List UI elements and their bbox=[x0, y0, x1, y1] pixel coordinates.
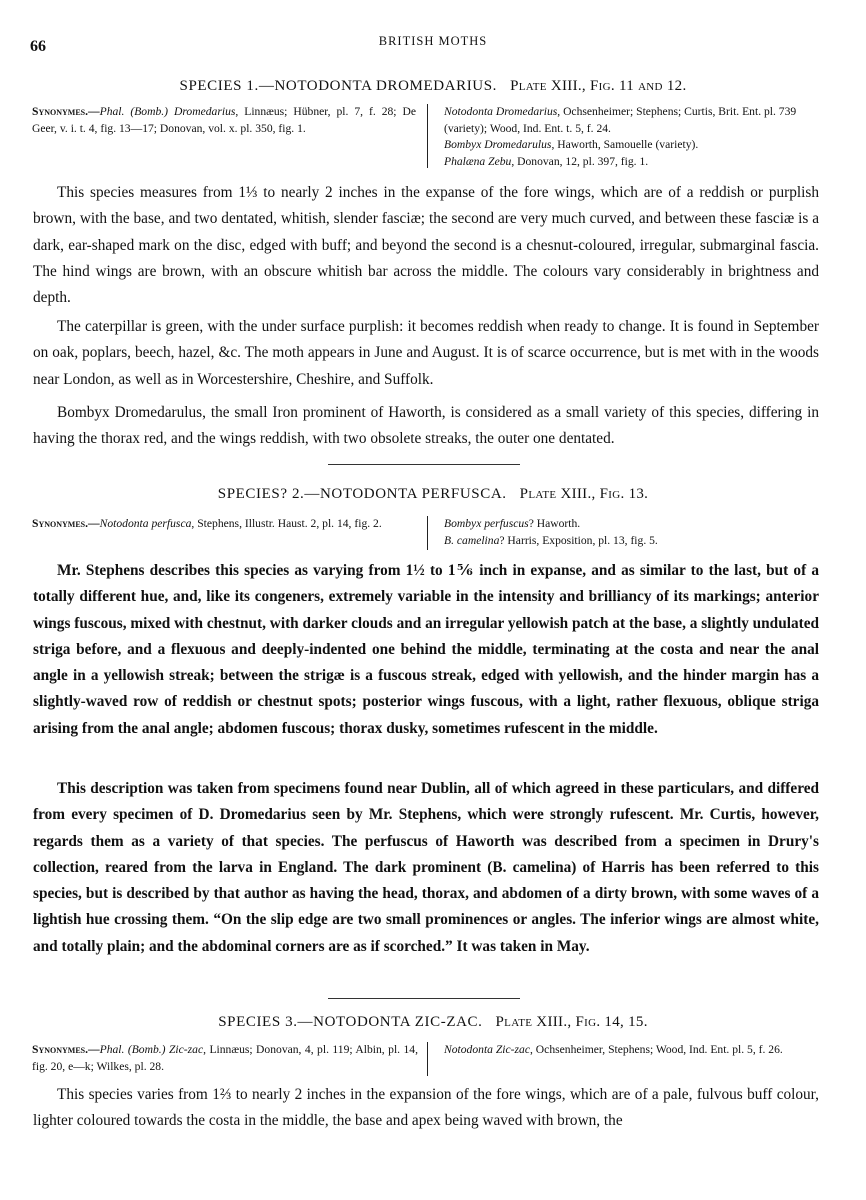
synonym-name: B. camelina bbox=[444, 533, 500, 547]
species-3-plate: Plate XIII., Fig. 14, 15. bbox=[495, 1014, 648, 1030]
synonym-ref: , Linnæus; Hübner, pl. 7, f. 28; De Geer, v. i. t. 4, fig. 13—17; Donovan, vol. x. pl. 350, fig. 1. bbox=[32, 105, 416, 135]
section-divider bbox=[328, 998, 520, 999]
species-3-title: SPECIES 3.—NOTODONTA ZIC-ZAC. bbox=[218, 1014, 483, 1030]
synonym-ref: ? Haworth. bbox=[528, 517, 581, 530]
species-1-paragraph-3: Bombyx Dromedarulus, the small Iron prominent of Haworth, is considered as a small variety of this species, differing in having the thorax red, and the wings reddish, with two obsolete streaks, the outer one dentated. bbox=[33, 404, 819, 448]
synonym-ref: ? Harris, Exposition, pl. 13, fig. 5. bbox=[499, 533, 658, 547]
synonyms-label: Synonymes.— bbox=[32, 517, 100, 530]
synonym-name: Phal. (Bomb.) Dromedarius bbox=[99, 105, 236, 118]
synonym-divider bbox=[427, 104, 428, 168]
page-number: 66 bbox=[30, 38, 46, 55]
synonym-ref: , Ochsenheimer; Stephens; Curtis, Brit. Ent. pl. 739 (variety); Wood, Ind. Ent. t. 5, f. 24. bbox=[444, 105, 797, 135]
synonym-entry bbox=[444, 154, 830, 171]
species-2-synonyms-left bbox=[32, 516, 418, 533]
synonym-ref: , Stephens, Illustr. Haust. 2, pl. 14, fig. 2. bbox=[191, 517, 382, 530]
synonym-name: Notodonta perfusca bbox=[99, 517, 192, 530]
species-2-paragraph-2: This description was taken from specimens found near Dublin, all of which agreed in these particulars, and differed from every specimen of D. Dromedarius seen by Mr. Stephens, which were strongly rufescent. Mr. Curtis, however, regards them as a variety of that species. The perfuscus of Haworth was described from a specimen in Drury's collection, reared from the larva in England. The dark prominent (B. camelina) of Harris has been referred to this species, but is described by that author as having the head, thorax, and abdomen of a dirty brown, with some waves of a lightish hue crossing them. “On the slip edge are two small prominences or angles. The inferior wings are almost white, and totally plain; and the abdominal corners are as if scorched.” It was taken in May. bbox=[33, 780, 819, 955]
synonym-name: Notodonta Zic-zac bbox=[444, 1043, 530, 1056]
synonym-entry bbox=[444, 104, 830, 137]
species-3-synonyms-left bbox=[32, 1042, 418, 1075]
species-2-synonyms-right bbox=[434, 516, 830, 549]
synonym-entry bbox=[444, 516, 830, 533]
species-3-synonyms-right bbox=[434, 1042, 830, 1059]
synonym-entry bbox=[444, 137, 830, 154]
species-3-paragraph-1: This species varies from 1⅔ to nearly 2 inches in the expansion of the fore wings, which are of a pale, fulvous buff colour, lighter coloured towards the costa in the middle, the base and apex being waved with brown, the bbox=[33, 1086, 819, 1130]
species-1-plate: Plate XIII., Fig. 11 and 12. bbox=[510, 78, 687, 94]
synonyms-label: Synonymes.— bbox=[32, 1043, 100, 1056]
species-1-synonyms-left bbox=[32, 104, 416, 137]
section-divider bbox=[328, 464, 520, 465]
species-1-heading bbox=[0, 78, 866, 95]
synonym-name: Phalæna Zebu bbox=[444, 154, 512, 168]
synonym-divider bbox=[427, 516, 428, 550]
running-head: BRITISH MOTHS bbox=[378, 34, 488, 48]
species-1-paragraph-2: The caterpillar is green, with the under surface purplish: it becomes reddish when ready to change. It is found in September on oak, poplars, beech, hazel, &c. The moth appears in June and August. It is of scarce occurrence, but is met with in the woods near London, as well as in Worcestershire, Cheshire, and Suffolk. bbox=[33, 318, 819, 388]
synonym-entry bbox=[444, 533, 830, 550]
synonym-ref: , Linnæus; Donovan, 4, pl. 119; Albin, pl. 14, fig. 20, e—k; Wilkes, pl. 28. bbox=[32, 1043, 418, 1073]
species-2-heading bbox=[0, 486, 866, 503]
species-2-plate: Plate XIII., Fig. 13. bbox=[519, 486, 649, 502]
species-1-paragraph-1: This species measures from 1⅓ to nearly 2 inches in the expanse of the fore wings, which are of a reddish or purplish brown, with the base, and two dentated, whitish, slender fasciæ; the second are very much curved, and between these fasciæ is a dark, ear-shaped mark on the disc, edged with buff; and beyond the second is a chesnut-coloured, irregular, submarginal fascia. The hind wings are brown, with an obscure whitish bar across the middle. The colours vary considerably in brightness and depth. bbox=[33, 184, 819, 307]
synonym-name: Phal. (Bomb.) Zic-zac bbox=[99, 1043, 204, 1056]
synonym-ref: , Donovan, 12, pl. 397, fig. 1. bbox=[511, 154, 649, 168]
synonym-name: Bombyx Dromedarulus bbox=[444, 138, 552, 151]
species-1-synonyms-right bbox=[434, 104, 830, 170]
synonym-ref: , Ochsenheimer, Stephens; Wood, Ind. Ent. pl. 5, f. 26. bbox=[530, 1043, 783, 1056]
synonyms-label: Synonymes.— bbox=[32, 105, 100, 118]
synonym-ref: , Haworth, Samouelle (variety). bbox=[551, 138, 699, 151]
species-3-heading bbox=[0, 1014, 866, 1031]
species-1-title: SPECIES 1.—NOTODONTA DROMEDARIUS. bbox=[179, 78, 498, 94]
species-2-paragraph-1: Mr. Stephens describes this species as varying from 1½ to 1⅚ inch in expanse, and as similar to the last, but of a totally different hue, and, like its congeners, extremely variable in the intensity and brilliancy of its markings; anterior wings fuscous, mixed with chestnut, with darker clouds and an irregular yellowish patch at the base, a slightly undulated striga before, and a flexuous and deeply-indented one behind the middle, terminating at the costa and near the anal angle in a yellowish streak; between the strigæ is a fuscous streak, edged with yellowish, and the hinder margin has a slightly-waved row of reddish or chestnut spots; posterior wings fuscous, with a light, rather flexuous, oblique striga arising from the anal angle; abdomen fuscous; thorax dusky, sometimes rufescent in the middle. bbox=[33, 562, 819, 737]
synonym-name: Bombyx perfuscus bbox=[444, 517, 529, 530]
synonym-name: Notodonta Dromedarius bbox=[444, 105, 558, 118]
species-2-title: SPECIES? 2.—NOTODONTA PERFUSCA. bbox=[217, 486, 507, 502]
synonym-divider bbox=[427, 1042, 428, 1076]
synonym-entry bbox=[444, 1042, 830, 1059]
